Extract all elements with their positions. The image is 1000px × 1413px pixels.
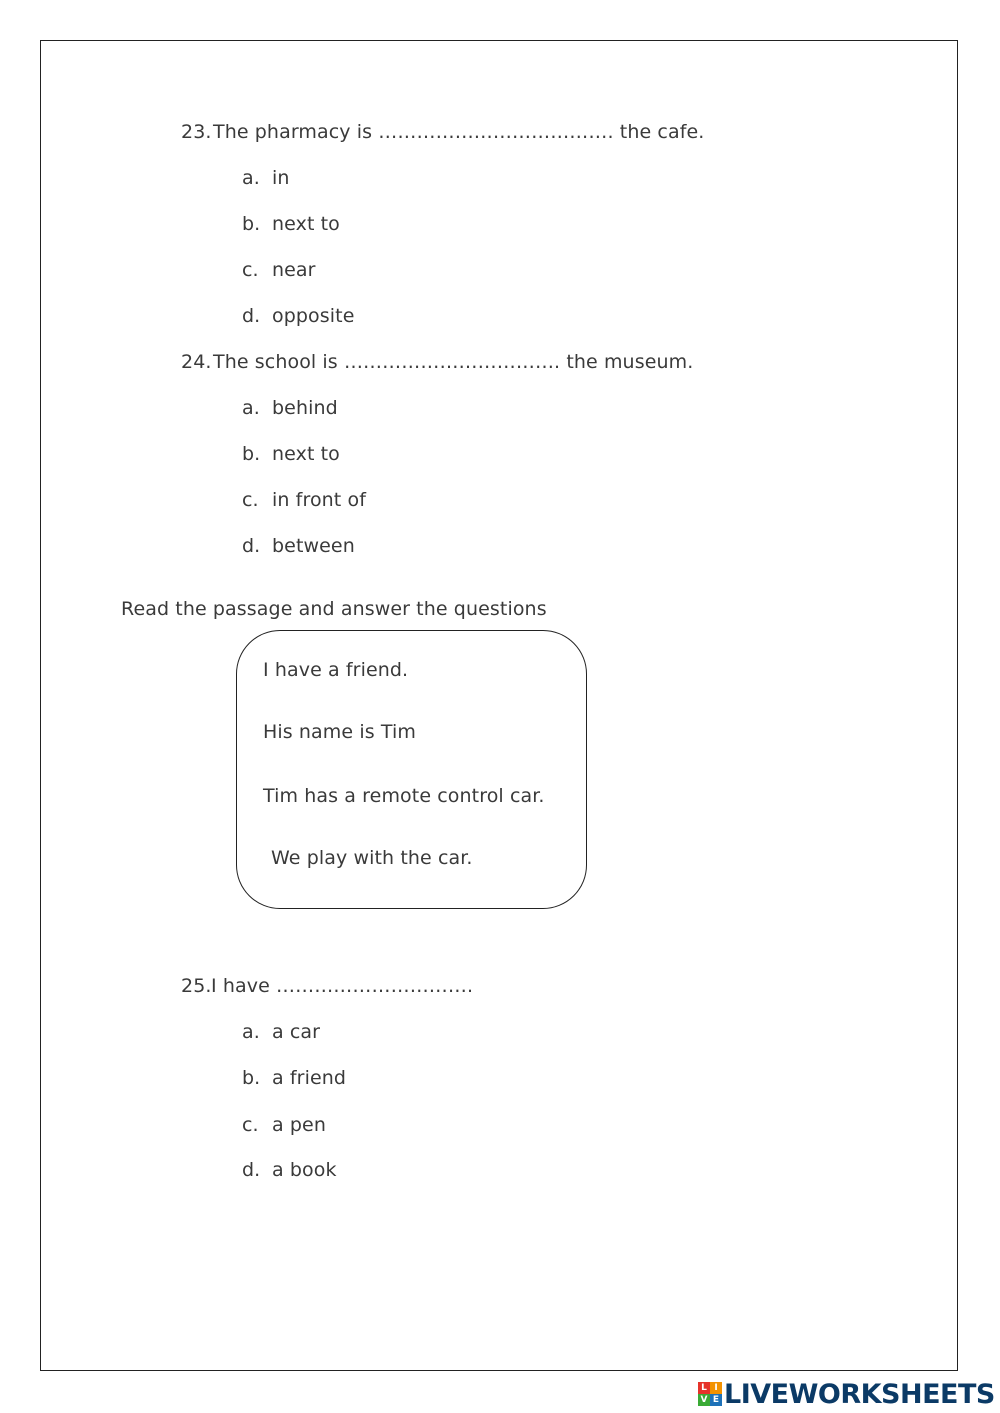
option-letter: c. — [242, 259, 259, 281]
liveworksheets-logo[interactable] — [698, 1378, 995, 1410]
option-text: between — [272, 535, 355, 557]
option-text: opposite — [272, 305, 355, 327]
q25-option-b[interactable] — [242, 1066, 346, 1090]
option-text: a pen — [272, 1114, 326, 1136]
instruction-text: Read the passage and answer the questions — [121, 598, 547, 620]
passage-line: His name is Tim — [263, 721, 416, 743]
option-text: in — [272, 167, 290, 189]
q24-option-b[interactable] — [242, 442, 340, 466]
option-letter: b. — [242, 1067, 261, 1089]
option-letter: b. — [242, 443, 261, 465]
logo-wordmark: LIVEWORKSHEETS — [724, 1378, 995, 1410]
question-number: 23. — [181, 121, 212, 143]
question-text: The pharmacy is ………………………………. the cafe. — [213, 121, 705, 143]
q23-option-b[interactable] — [242, 212, 340, 236]
option-text: next to — [272, 443, 340, 465]
q24-option-d[interactable] — [242, 534, 355, 558]
option-text: near — [272, 259, 316, 281]
passage-line: We play with the car. — [271, 847, 473, 869]
option-letter: d. — [242, 1159, 261, 1181]
q24-option-a[interactable] — [242, 396, 338, 420]
question-number: 25. — [181, 975, 212, 997]
q23-option-c[interactable] — [242, 258, 316, 282]
option-text: a friend — [272, 1067, 347, 1089]
passage-line: Tim has a remote control car. — [263, 785, 545, 807]
question-24 — [181, 350, 693, 374]
option-letter: c. — [242, 1114, 259, 1136]
option-text: behind — [272, 397, 338, 419]
q24-option-c[interactable] — [242, 488, 366, 512]
q23-option-a[interactable] — [242, 166, 290, 190]
option-letter: d. — [242, 535, 261, 557]
option-letter: b. — [242, 213, 261, 235]
option-letter: c. — [242, 489, 259, 511]
q25-option-d[interactable] — [242, 1158, 337, 1182]
q25-option-c[interactable] — [242, 1113, 326, 1137]
passage-line: I have a friend. — [263, 659, 409, 681]
question-number: 24. — [181, 351, 212, 373]
liveworksheets-logo-icon: L I V E — [698, 1382, 722, 1406]
option-letter: d. — [242, 305, 261, 327]
question-25 — [181, 974, 473, 998]
option-letter: a. — [242, 167, 260, 189]
option-letter: a. — [242, 1021, 260, 1043]
question-text: I have …………………………. — [211, 975, 474, 997]
option-text: next to — [272, 213, 340, 235]
question-23 — [181, 120, 704, 144]
question-text: The school is ……………………………. the museum. — [213, 351, 694, 373]
option-text: in front of — [272, 489, 367, 511]
option-letter: a. — [242, 397, 260, 419]
q23-option-d[interactable] — [242, 304, 355, 328]
option-text: a car — [272, 1021, 321, 1043]
q25-option-a[interactable] — [242, 1020, 320, 1044]
option-text: a book — [272, 1159, 337, 1181]
